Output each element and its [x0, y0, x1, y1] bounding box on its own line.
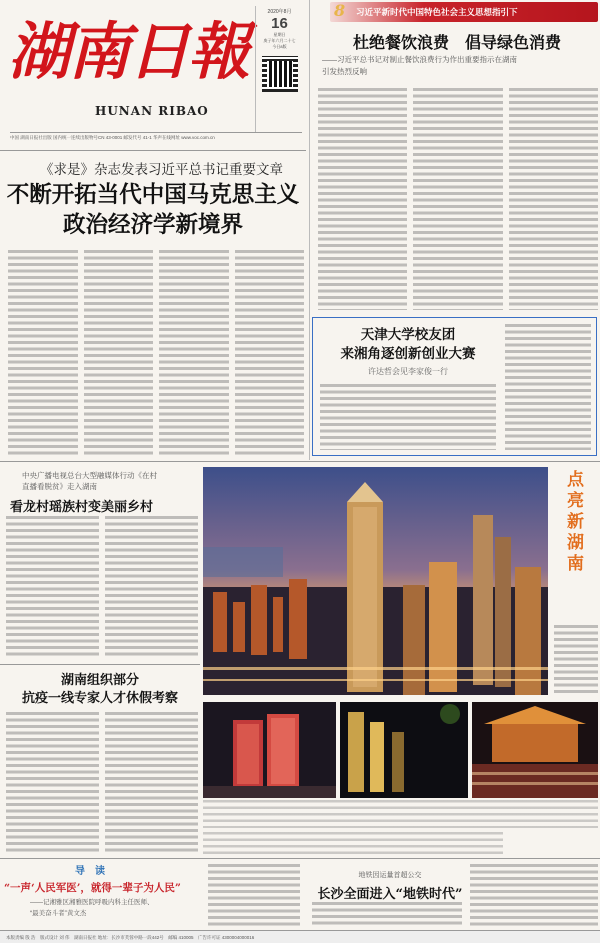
crowd-gate-photo[interactable]	[472, 702, 598, 798]
right-top-sub1: ——习近平总书记对制止餐饮浪费行为作出重要指示在湖南	[322, 55, 517, 64]
right-top-headline[interactable]: 杜绝餐饮浪费 倡导绿色消费	[352, 33, 561, 52]
skyline-illustration	[203, 467, 548, 695]
caption-body	[203, 832, 503, 858]
bottom-story-headline[interactable]: 长沙全面进入“地铁时代”	[317, 887, 463, 902]
date-box	[255, 6, 303, 132]
section-rule	[0, 461, 600, 462]
banner-text: 习近平新时代中国特色社会主义思想指引下	[356, 7, 518, 17]
text-column	[159, 250, 229, 455]
banner-number: 8	[334, 1, 346, 20]
text-column	[318, 88, 407, 310]
photo-caption	[203, 800, 598, 828]
lower-left-headline[interactable]	[0, 672, 200, 708]
bottom-story-kicker: 地铁因运量首超公交	[358, 872, 422, 879]
lower-left-title2: 抗疫一线专家人才休假考察	[21, 691, 178, 706]
boxed-story-sub: 许达哲会见李家俊一行	[368, 367, 448, 376]
masthead-info-bar: 中国 湖南日报社出版 国内统一连续出版物号CN 43-0001 邮发代号 41-1 华声在线网址 www.voc.com.cn	[10, 132, 302, 141]
right-top-body	[318, 88, 598, 310]
skyline-photo[interactable]	[203, 467, 548, 695]
lunar-line: 庚子年六月二十七	[263, 38, 296, 43]
gate-illustration	[472, 702, 598, 798]
section-rule	[0, 664, 200, 665]
text-column	[8, 250, 78, 455]
lead-headline-line1: 不断开拓当代中国马克思主义	[6, 182, 300, 208]
night-building-photo[interactable]	[203, 702, 336, 798]
date-day: 16	[271, 15, 288, 32]
boxed-story-body-left	[320, 384, 496, 450]
mid-left-kicker	[22, 470, 157, 492]
vertical-char: 南	[567, 554, 584, 574]
mid-left-kicker1: 中央广播电视总台大型融媒体行动《在村	[22, 471, 157, 480]
vertical-section-label	[553, 470, 598, 620]
lead-headline-line2: 政治经济学新境界	[62, 212, 243, 238]
newspaper-pinyin: HUNAN RIBAO	[95, 104, 209, 118]
guide-item-1[interactable]: “一声‘人民军医’，就得一辈子为人民”	[4, 882, 181, 894]
masthead	[0, 0, 306, 150]
page-footer: 本版责编 殷 浩 版式设计 刘 伟 湖南日报社 地址：长沙市芙蓉中路一段442号 邮编 410005 广告许可证 4300004000016	[0, 930, 600, 943]
bottom-right-body	[470, 864, 598, 928]
edition-line: 今日8版	[272, 44, 287, 49]
text-column	[235, 250, 305, 455]
boxed-story-title1: 天津大学校友团	[360, 327, 456, 343]
right-top-subheadline	[322, 54, 598, 78]
guide-item-1-sub: ——记湘雅区湘雅医院呼吸内科主任医师、	[30, 899, 154, 906]
lead-body	[8, 250, 304, 455]
mid-left-headline[interactable]: 看龙村瑶族村变美丽乡村	[10, 500, 154, 515]
tower-photo[interactable]	[340, 702, 468, 798]
vertical-char: 亮	[567, 491, 584, 511]
text-column	[105, 516, 198, 656]
tower-illustration	[340, 702, 468, 798]
bottom-left-body	[208, 864, 300, 928]
mid-left-body	[6, 516, 198, 656]
right-top-sub2: 引发热烈反响	[322, 67, 367, 76]
qr-code-icon[interactable]	[262, 56, 298, 92]
text-column	[413, 88, 502, 310]
text-column	[6, 516, 99, 656]
text-column	[509, 88, 598, 310]
text-column	[6, 712, 99, 852]
date-line: 2020年8月	[267, 9, 292, 15]
text-column	[84, 250, 154, 455]
lower-left-body	[6, 712, 198, 852]
vertical-char: 湖	[567, 533, 584, 553]
column-divider	[309, 0, 310, 460]
building-illustration	[203, 702, 336, 798]
mid-left-kicker2: 直播看脱贫》走入湖南	[22, 482, 97, 491]
lead-kicker: 《求是》杂志发表习近平总书记重要文章	[40, 162, 283, 178]
vertical-char: 新	[567, 512, 584, 532]
newspaper-logo: 湖南日報	[8, 15, 249, 88]
section-rule	[0, 150, 306, 151]
weekday-line: 星期日	[273, 32, 286, 37]
boxed-story-title2: 来湘角逐创新创业大赛	[340, 346, 476, 362]
lead-headline[interactable]	[0, 180, 306, 240]
bottom-story-body	[312, 902, 462, 928]
section-rule	[0, 858, 600, 859]
guide-heading: 导 读	[75, 866, 105, 877]
boxed-story-headline	[318, 326, 498, 364]
theme-banner[interactable]	[330, 2, 598, 22]
guide-item-2[interactable]: “最美奋斗者”黄文杰	[30, 910, 87, 917]
boxed-story-body-right	[505, 324, 591, 450]
vertical-label-body	[554, 625, 598, 695]
text-column	[105, 712, 198, 852]
lower-left-title1: 湖南组织部分	[60, 673, 139, 688]
vertical-char: 点	[567, 470, 584, 490]
